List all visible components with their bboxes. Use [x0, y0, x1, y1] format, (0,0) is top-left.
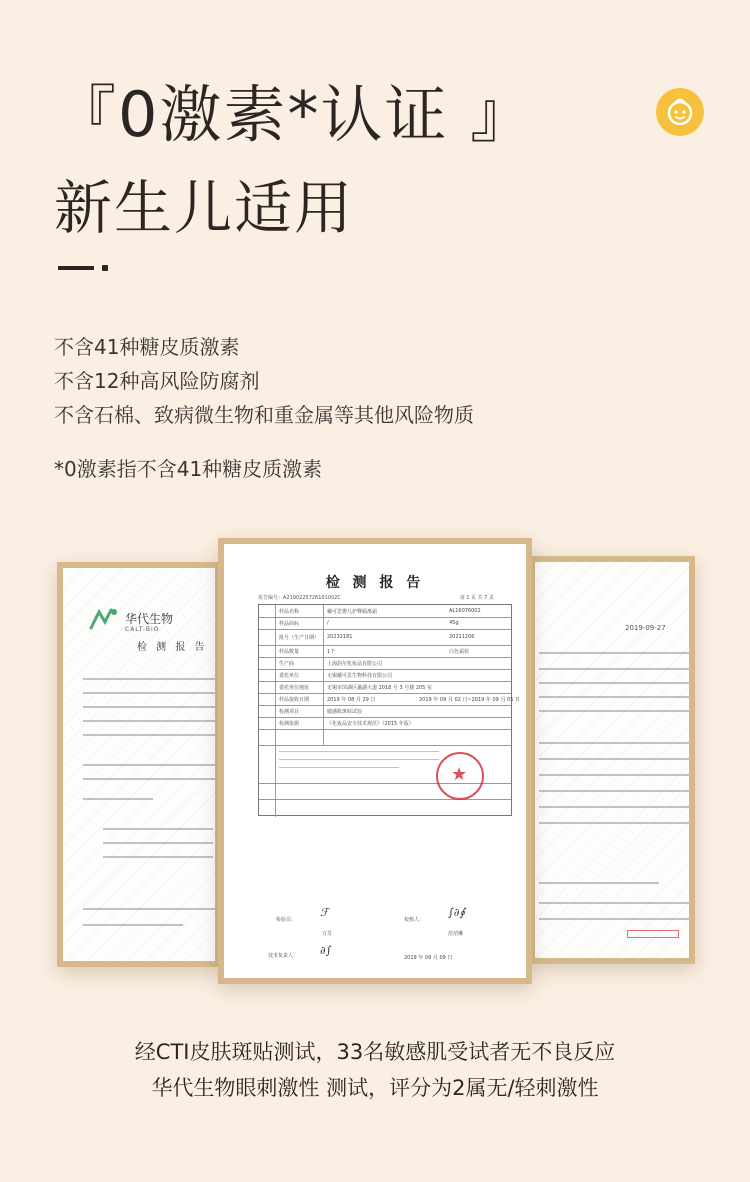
test-dates: 2019 年 09 月 02 日~2019 年 09 月 05 日: [419, 697, 520, 703]
logo-sub: CALT-BIO: [125, 626, 160, 633]
bottom-line1: 经CTI皮肤斑贴测试，33名敏感肌受试者无不良反应: [134, 1040, 616, 1064]
signature: ∂∫: [320, 944, 332, 957]
table-value: 上海韵尔化妆品有限公司: [327, 661, 383, 667]
claim-item: 不含12种高风险防腐剂: [54, 369, 260, 393]
report-number: 报告编号：A2190225726101002C: [258, 595, 341, 601]
sign-date: 2019 年 09 月 09 日: [404, 955, 453, 961]
expiry-value: 20211206: [449, 634, 475, 640]
left-doc-title: 检 测 报 告: [137, 642, 208, 653]
spec-value: 45g: [449, 620, 459, 626]
table-value: 戴可思婴儿护臀隔离霜: [327, 609, 378, 615]
table-label: 样品名称: [279, 609, 300, 615]
cti-number: AL16076002: [449, 608, 481, 614]
signature: ℱ: [320, 906, 329, 919]
report-title: 检 测 报 告: [325, 575, 425, 591]
table-label: 批号（生产日期）: [279, 635, 320, 641]
certificate-center: [218, 538, 532, 984]
table-value: 《化妆品安全技术规范》（2015 年版）: [327, 721, 414, 727]
right-doc-date: 2019-09-27: [625, 624, 666, 632]
claim-item: 不含石棉、致病微生物和重金属等其他风险物质: [54, 403, 474, 427]
claims-list: [54, 330, 474, 432]
table-label: 检测项目: [279, 709, 300, 715]
certificate-paper: [535, 562, 689, 958]
bottom-line2: 华代生物眼刺激性 测试，评分为2属无/轻刺激性: [151, 1076, 599, 1100]
certificate-paper: [224, 544, 526, 978]
certificate-paper: [63, 568, 215, 961]
calt-bio-logo-icon: [87, 606, 119, 632]
decorative-dot: [102, 265, 108, 271]
baby-face-icon: [656, 88, 704, 136]
table-label: 委托单位地址: [279, 685, 310, 691]
table-label: 委托单位: [279, 673, 300, 679]
table-value: 2019 年 08 月 29 日: [327, 697, 376, 703]
signature-label: 技术负责人：: [268, 953, 299, 959]
signature-label: 检验员：: [276, 917, 297, 923]
table-label: 样品数量: [279, 649, 300, 655]
red-stamp-box: [627, 930, 679, 938]
footnote: *0激素指不含41种糖皮质激素: [54, 457, 323, 481]
bottom-description: [0, 1034, 750, 1106]
certificate-left: [57, 562, 221, 967]
table-value: /: [327, 620, 329, 626]
table-value: 1个: [327, 649, 336, 655]
signature-label: 校核人：: [404, 917, 425, 923]
table-label: 样品商标: [279, 621, 300, 627]
table-value: 20232181: [327, 634, 353, 640]
claim-item: 不含41种糖皮质激素: [54, 335, 240, 359]
headline-line2: 新生儿适用: [54, 174, 355, 243]
decorative-dash: [58, 266, 94, 270]
signature: ∫∂∮: [448, 906, 466, 919]
certificate-right: [529, 556, 695, 964]
table-label: 样品接收日期: [279, 697, 310, 703]
headline: [54, 78, 534, 244]
signature-name: 万芳: [322, 931, 333, 937]
table-label: 生产商: [279, 661, 295, 667]
official-stamp: [436, 752, 484, 800]
table-value: 敏感肌斑贴试验: [327, 709, 363, 715]
state-value: 白色霜状: [449, 649, 470, 655]
table-value: 无锡市滨湖区蠡湖大道 2018 号 3 号楼 205 室: [327, 685, 432, 691]
headline-line1: 『0激素*认证 』: [54, 78, 535, 151]
table-label: 检测依据: [279, 721, 300, 727]
report-page: 第 1 页 共 7 页: [459, 595, 494, 601]
table-value: 无锡戴可思生物科技有限公司: [327, 673, 393, 679]
logo-name: 华代生物: [125, 612, 174, 626]
signature-name: 范培琳: [448, 931, 464, 937]
